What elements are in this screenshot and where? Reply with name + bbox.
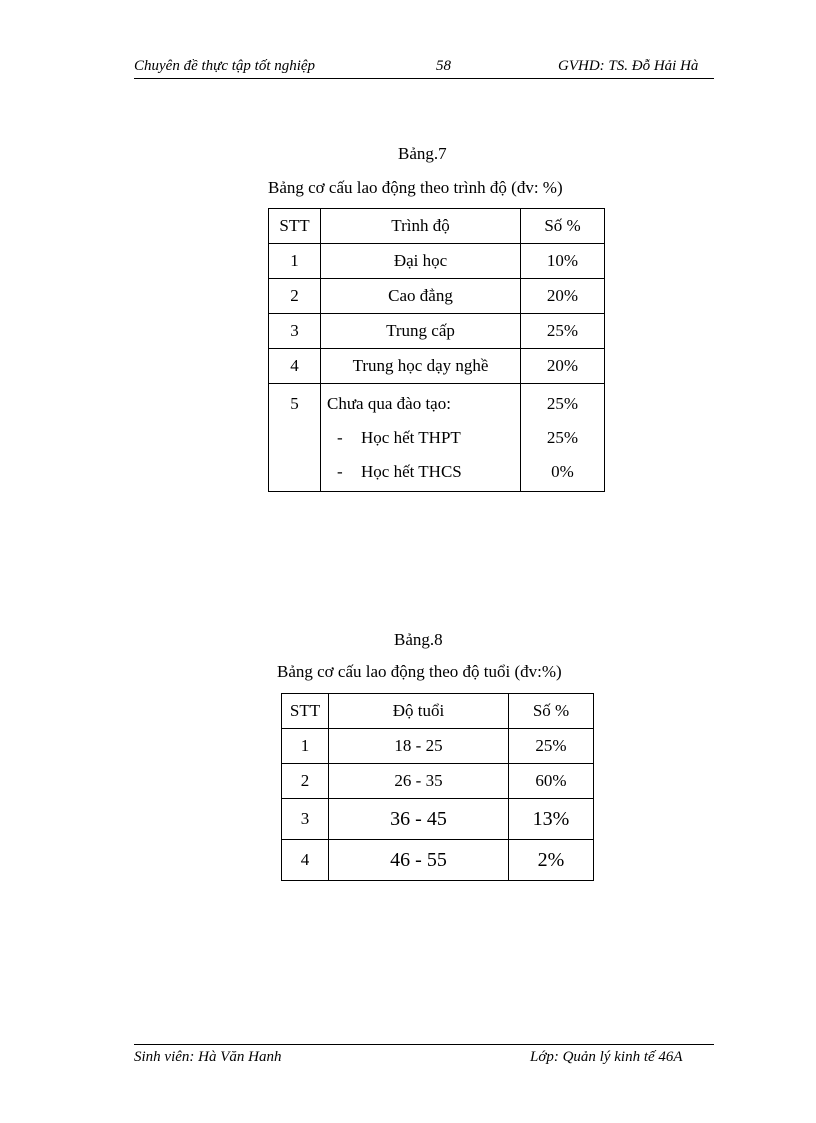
table8-col-percent: Số % <box>509 694 594 729</box>
table8-col-stt: STT <box>282 694 329 729</box>
table7-level: Đại học <box>321 244 521 279</box>
table8-percent: 25% <box>509 729 594 764</box>
footer-left: Sinh viên: Hà Văn Hanh <box>134 1049 282 1065</box>
table-row <box>282 799 594 840</box>
table7 <box>268 208 605 492</box>
table8-percent: 60% <box>509 764 594 799</box>
table7-sublevel <box>321 455 520 489</box>
sublevel-label: Học hết THPT <box>361 428 461 447</box>
table7-stt: 2 <box>269 279 321 314</box>
table7-subpercent: 25% <box>546 428 579 447</box>
table7-sublevel <box>321 421 520 455</box>
table-row <box>269 244 605 279</box>
table7-percent: 25% <box>521 314 605 349</box>
table8-age-range: 18 - 25 <box>329 729 509 764</box>
table-row <box>269 314 605 349</box>
table8-age-range: 26 - 35 <box>329 764 509 799</box>
dash-bullet: - <box>337 428 343 447</box>
table7-stt: 1 <box>269 244 321 279</box>
table7-col-level: Trình độ <box>321 209 521 244</box>
table8-stt: 1 <box>282 729 329 764</box>
table8-header-row <box>282 694 594 729</box>
table8-label: Bảng.8 <box>394 630 443 649</box>
table7-subpercent: 0% <box>551 462 574 481</box>
footer-divider <box>134 1044 714 1045</box>
table7-percent: 10% <box>521 244 605 279</box>
table-row <box>282 764 594 799</box>
table7-level: Trung cấp <box>321 314 521 349</box>
table-row <box>269 349 605 384</box>
table-row <box>269 384 605 492</box>
table7-col-stt: STT <box>269 209 321 244</box>
table7-stt: 4 <box>269 349 321 384</box>
table8-stt: 2 <box>282 764 329 799</box>
table7-level: Cao đẳng <box>321 279 521 314</box>
table7-percent: 20% <box>521 279 605 314</box>
table7-label: Bảng.7 <box>398 144 447 163</box>
table-row <box>269 279 605 314</box>
table8 <box>281 693 594 881</box>
header-right: GVHD: TS. Đỗ Hải Hà <box>558 58 699 74</box>
table7-level: Trung học dạy nghề <box>321 349 521 384</box>
table8-title: Bảng cơ cấu lao động theo độ tuổi (đv:%) <box>277 662 562 681</box>
header-left: Chuyên đề thực tập tốt nghiệp <box>134 58 316 74</box>
table7-col-percent: Số % <box>521 209 605 244</box>
table8-percent: 2% <box>509 840 594 881</box>
table8-age-range: 46 - 55 <box>329 840 509 881</box>
table7-percent: 20% <box>521 349 605 384</box>
table8-percent: 13% <box>509 799 594 840</box>
table7-stt: 5 <box>290 394 299 413</box>
table-row <box>282 729 594 764</box>
table8-stt: 4 <box>282 840 329 881</box>
header-divider <box>134 78 714 79</box>
table7-header-row <box>269 209 605 244</box>
table8-stt: 3 <box>282 799 329 840</box>
page-number: 58 <box>436 58 451 74</box>
table7-stt: 3 <box>269 314 321 349</box>
table7-title: Bảng cơ cấu lao động theo trình độ (đv: %) <box>268 178 563 197</box>
table8-col-age: Độ tuổi <box>329 694 509 729</box>
table-row <box>282 840 594 881</box>
footer-right: Lớp: Quản lý kinh tế 46A <box>530 1049 683 1065</box>
sublevel-label: Học hết THCS <box>361 462 462 481</box>
table7-level: Chưa qua đào tạo: <box>327 394 451 413</box>
table7-percent: 25% <box>546 394 579 413</box>
table8-age-range: 36 - 45 <box>329 799 509 840</box>
dash-bullet: - <box>337 462 343 481</box>
